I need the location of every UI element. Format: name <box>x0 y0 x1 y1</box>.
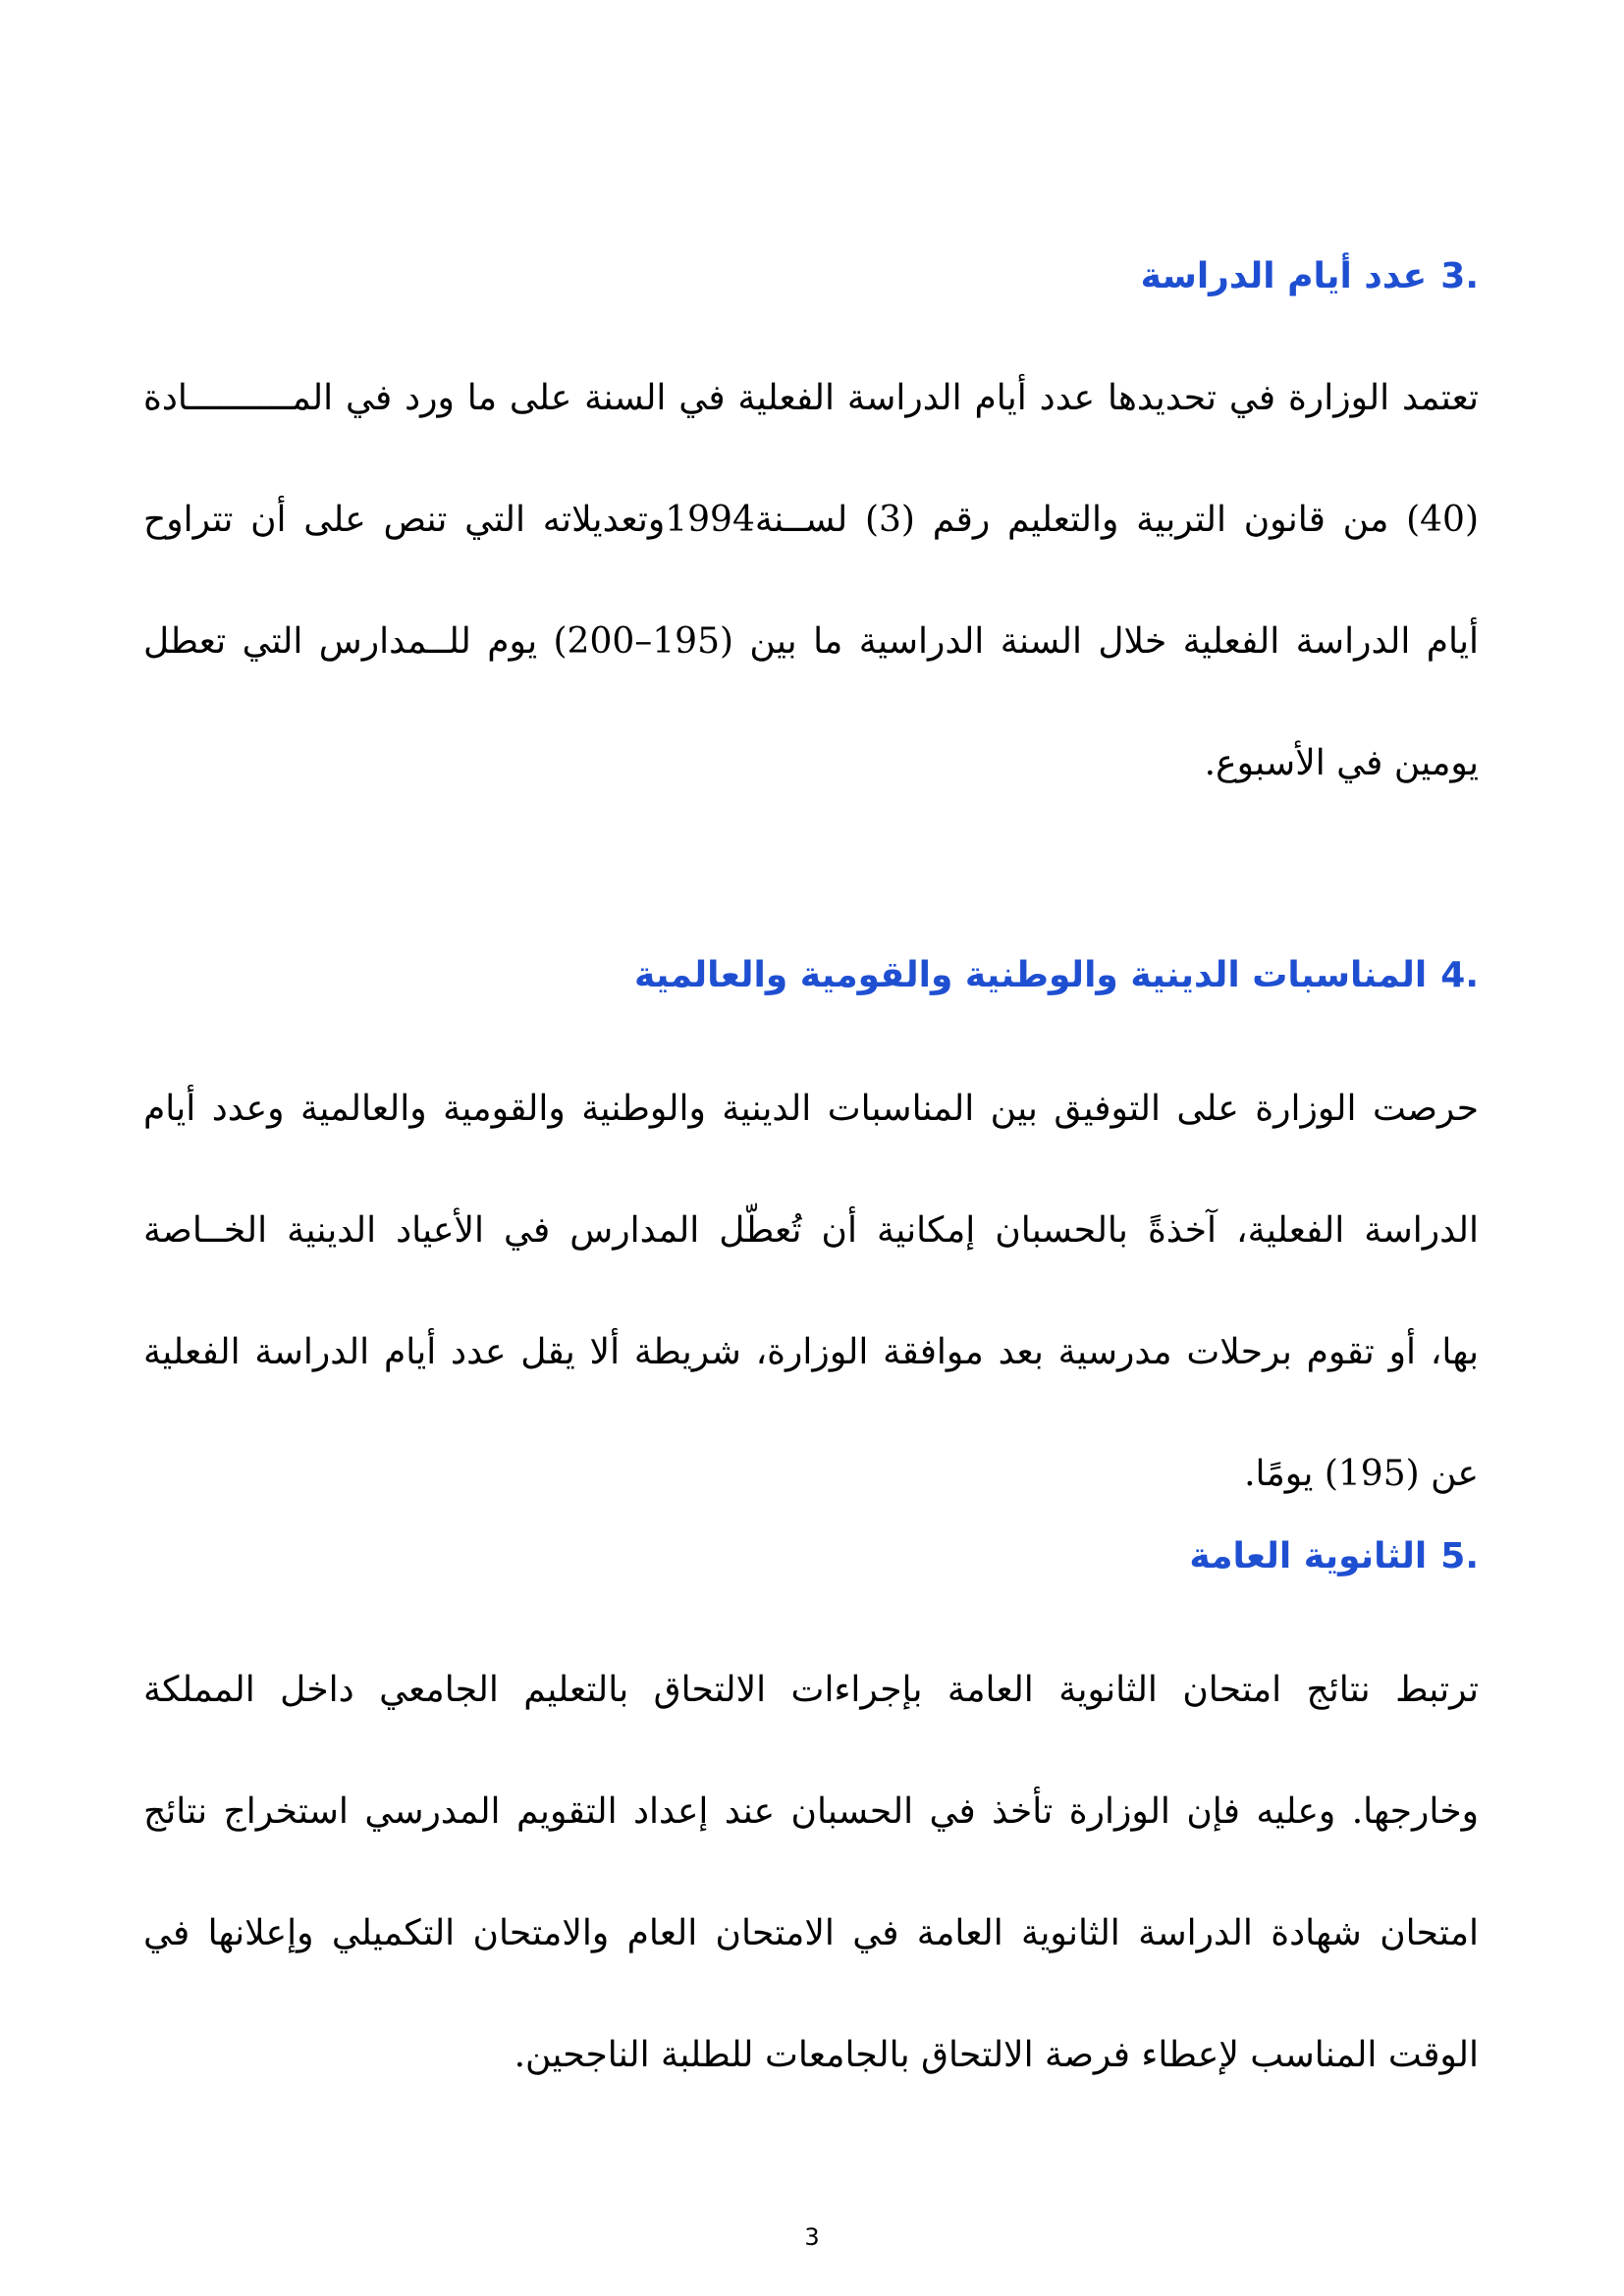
paragraph-line: (40) من قانون التربية والتعليم رقم (3) لســنة1994وتعديلاته التي تنص على أن تتراوح <box>143 500 1479 540</box>
section-4-heading <box>143 946 1479 1005</box>
section-4-number: .4 <box>1440 955 1479 995</box>
page-number: 3 <box>804 2223 820 2251</box>
paragraph-line: ترتبط نتائج امتحان الثانوية العامة بإجراءات الالتحاق بالتعليم الجامعي داخل المملكة <box>143 1670 1479 1710</box>
paragraph-line: حرصت الوزارة على التوفيق بين المناسبات الدينية والوطنية والقومية والعالمية وعدد أيام <box>143 1089 1479 1129</box>
paragraph-line: عن (195) يومًا. <box>1244 1454 1479 1494</box>
section-5-number: .5 <box>1440 1536 1479 1576</box>
paragraph-line: الدراسة الفعلية، آخذةً بالحسبان إمكانية أن تُعطّل المدارس في الأعياد الدينية الخــاصة <box>143 1210 1479 1251</box>
paragraph-line: وخارجها. وعليه فإن الوزارة تأخذ في الحسبان عند إعداد التقويم المدرسي استخراج نتائج <box>143 1791 1479 1832</box>
section-3-heading <box>143 247 1479 306</box>
section-3-title: عدد أيام الدراسة <box>1140 256 1428 296</box>
paragraph-line: الوقت المناسب لإعطاء فرصة الالتحاق بالجامعات للطلبة الناجحين. <box>514 2035 1479 2075</box>
section-4-title: المناسبات الدينية والوطنية والقومية والعالمية <box>634 955 1428 995</box>
paragraph-line: بها، أو تقوم برحلات مدرسية بعد موافقة الوزارة، شريطة ألا يقل عدد أيام الدراسة الفعلية <box>143 1332 1479 1372</box>
section-3-paragraph <box>143 338 1479 825</box>
section-5-paragraph <box>143 1629 1479 2116</box>
section-3-number: .3 <box>1440 256 1479 296</box>
section-5-title: الثانوية العامة <box>1189 1536 1428 1576</box>
paragraph-line: أيام الدراسة الفعلية خلال السنة الدراسية ما بين (195–200) يوم للــمدارس التي تعطل <box>143 621 1479 662</box>
paragraph-line: امتحان شهادة الدراسة الثانوية العامة في الامتحان العام والامتحان التكميلي وإعلانها في <box>143 1913 1479 1953</box>
section-4-paragraph <box>143 1048 1479 1535</box>
paragraph-line: يومين في الأسبوع. <box>1204 743 1479 783</box>
paragraph-line: تعتمد الوزارة في تحديدها عدد أيام الدراسة الفعلية في السنة على ما ورد في المــــــــــادة <box>143 378 1479 418</box>
section-5-heading <box>143 1527 1479 1586</box>
